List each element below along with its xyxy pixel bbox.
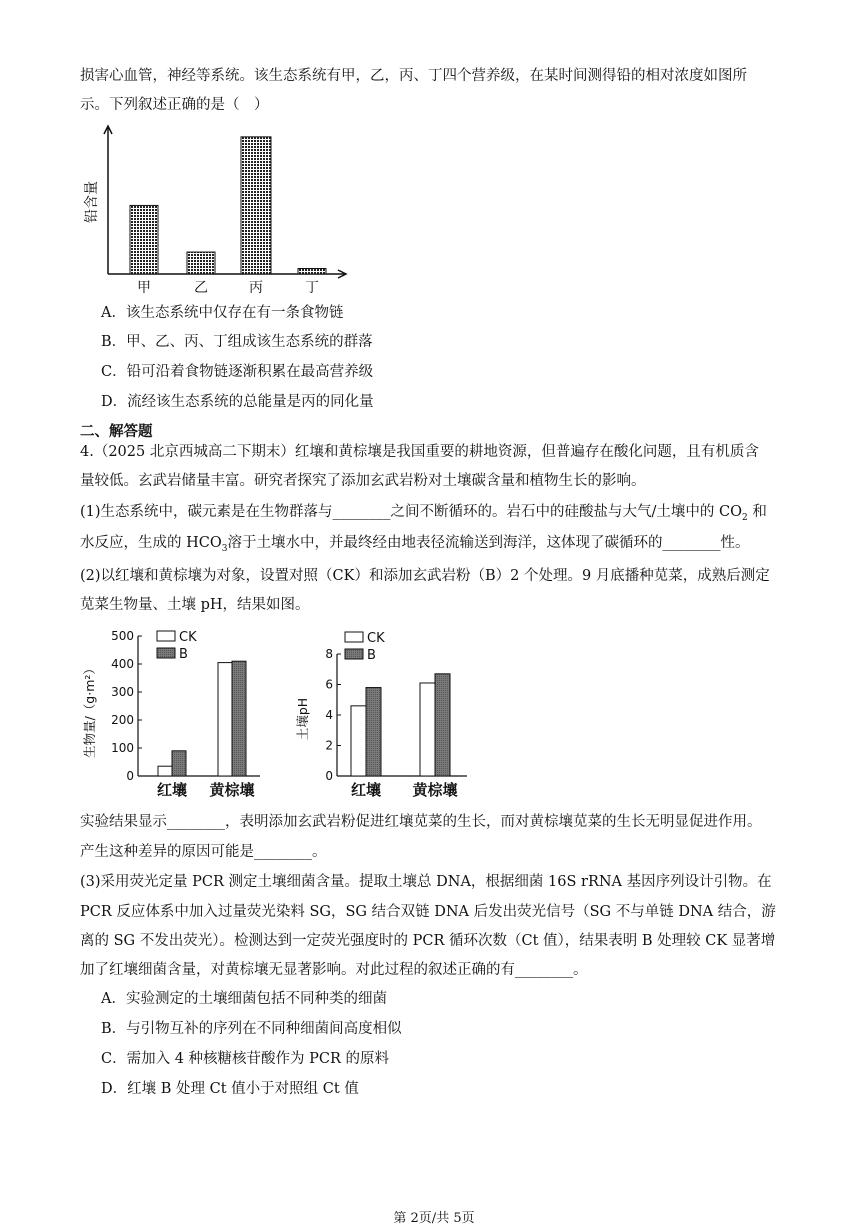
- x-tick-label: 丙: [249, 280, 263, 296]
- legend-swatch: [345, 632, 363, 642]
- x-tick-label: 红壤: [350, 781, 382, 799]
- section-title: 二、解答题: [80, 424, 153, 440]
- x-tick-label: 黄棕壤: [412, 781, 458, 799]
- q4-part3-line-d: 加了红壤细菌含量，对黄棕壤无显著影响。对此过程的叙述正确的有________。: [80, 962, 588, 978]
- bar-黄棕壤-B: [435, 674, 450, 776]
- y-tick-label: 8: [325, 647, 333, 661]
- y-tick-label: 100: [111, 741, 134, 755]
- bar-红壤-CK: [158, 766, 172, 776]
- y-tick-label: 500: [111, 629, 134, 643]
- y-axis-label: 铅含量: [84, 181, 100, 223]
- bar-3: [241, 137, 271, 274]
- q3-option-a: A．该生态系统中仅存在有一条食物链: [101, 305, 344, 321]
- y-tick-label: 6: [325, 677, 333, 692]
- bar-黄棕壤-B: [232, 661, 246, 776]
- q4-line-1: 4.（2025 北京西城高二下期末）红壤和黄棕壤是我国重要的耕地资源，但普遍存在酸化问题，且有机质含: [80, 444, 759, 460]
- bar-2: [187, 252, 215, 274]
- q4-part3-line-b: PCR 反应体系中加入过量荧光染料 SG，SG 结合双链 DNA 后发出荧光信号（SG 不与单链 DNA 结合，游: [80, 904, 776, 920]
- y-tick-label: 2: [325, 738, 333, 753]
- x-tick-label: 乙: [194, 280, 208, 296]
- y-axis-label: 生物量/（g·m²）: [82, 662, 97, 758]
- q4-part2-line-a: (2)以红壤和黄棕壤为对象，设置对照（CK）和添加玄武岩粉（B）2 个处理。9 月底播种苋菜，成熟后测定: [80, 568, 770, 584]
- intro-line-2: 示。下列叙述正确的是（ ）: [80, 97, 269, 113]
- y-tick-label: 400: [111, 657, 134, 671]
- legend-swatch: [345, 649, 363, 659]
- q3-option-b: B．甲、乙、丙、丁组成该生态系统的群落: [101, 334, 373, 350]
- soil-ph-chart: [295, 626, 475, 806]
- intro-line-1: 损害心血管，神经等系统。该生态系统有甲，乙，丙、丁四个营养级，在某时间测得铅的相对浓度如图所: [80, 68, 747, 84]
- bar-红壤-B: [366, 688, 381, 776]
- legend-label: B: [179, 647, 188, 662]
- x-tick-label: 甲: [137, 280, 151, 296]
- bar-红壤-B: [172, 751, 186, 776]
- q3-option-c: C．铅可沿着食物链逐渐积累在最高营养级: [101, 364, 374, 380]
- legend-swatch: [157, 648, 175, 658]
- legend-label: CK: [367, 631, 385, 646]
- legend-label: B: [367, 648, 376, 663]
- x-tick-label: 红壤: [156, 781, 188, 799]
- y-tick-label: 200: [111, 713, 134, 727]
- q4-part3-line-a: (3)采用荧光定量 PCR 测定土壤细菌含量。提取土壤总 DNA，根据细菌 16S rRNA 基因序列设计引物。在: [80, 874, 772, 890]
- bar-红壤-CK: [351, 706, 366, 776]
- y-tick-label: 300: [111, 685, 134, 699]
- q4-part1-line-a: (1)生态系统中，碳元素是在生物群落与________之间不断循环的。岩石中的硅酸盐与大气/土壤中的 $CO_2$ 和: [80, 504, 767, 523]
- q4-option-c: C．需加入 4 种核糖核苷酸作为 PCR 的原料: [101, 1051, 390, 1067]
- bar-黄棕壤-CK: [218, 663, 232, 776]
- bar-4: [298, 269, 326, 274]
- q4-part2-line-d: 产生这种差异的原因可能是________。: [80, 844, 327, 860]
- q4-option-a: A．实验测定的土壤细菌包括不同种类的细菌: [101, 991, 387, 1007]
- lead-content-chart: [80, 122, 360, 297]
- q4-line-2: 量较低。玄武岩储量丰富。研究者探究了添加玄武岩粉对土壤碳含量和植物生长的影响。: [80, 473, 646, 489]
- q4-option-b: B．与引物互补的序列在不同种细菌间高度相似: [101, 1021, 402, 1037]
- x-tick-label: 黄棕壤: [209, 781, 255, 799]
- legend-label: CK: [179, 630, 197, 645]
- q4-option-d: D．红壤 B 处理 Ct 值小于对照组 Ct 值: [101, 1081, 359, 1097]
- biomass-chart: [80, 626, 270, 806]
- bar-黄棕壤-CK: [420, 683, 435, 776]
- y-tick-label: 0: [325, 769, 333, 783]
- q4-part1-line-b: 水反应，生成的 $HCO_3$溶于土壤水中，并最终经由地表径流输送到海洋，这体现了碳循环的________性。: [80, 535, 750, 554]
- y-tick-label: 0: [126, 769, 134, 783]
- legend-swatch: [157, 631, 175, 641]
- x-tick-label: 丁: [305, 280, 319, 296]
- q4-part3-line-c: 离的 SG 不发出荧光）。检测达到一定荧光强度时的 PCR 循环次数（Ct 值），结果表明 B 处理较 CK 显著增: [80, 933, 776, 949]
- q4-part2-line-c: 实验结果显示________，表明添加玄武岩粉促进红壤苋菜的生长，而对黄棕壤苋菜的生长无明显促进作用。: [80, 814, 762, 830]
- y-tick-label: 4: [325, 708, 333, 722]
- page-footer: 第 2页/共 5页: [393, 1211, 475, 1226]
- q3-option-d: D．流经该生态系统的总能量是丙的同化量: [101, 394, 374, 410]
- y-axis-label: 土壤pH: [295, 697, 310, 741]
- q4-part2-line-b: 苋菜生物量、土壤 pH，结果如图。: [80, 597, 310, 613]
- bar-1: [130, 205, 158, 274]
